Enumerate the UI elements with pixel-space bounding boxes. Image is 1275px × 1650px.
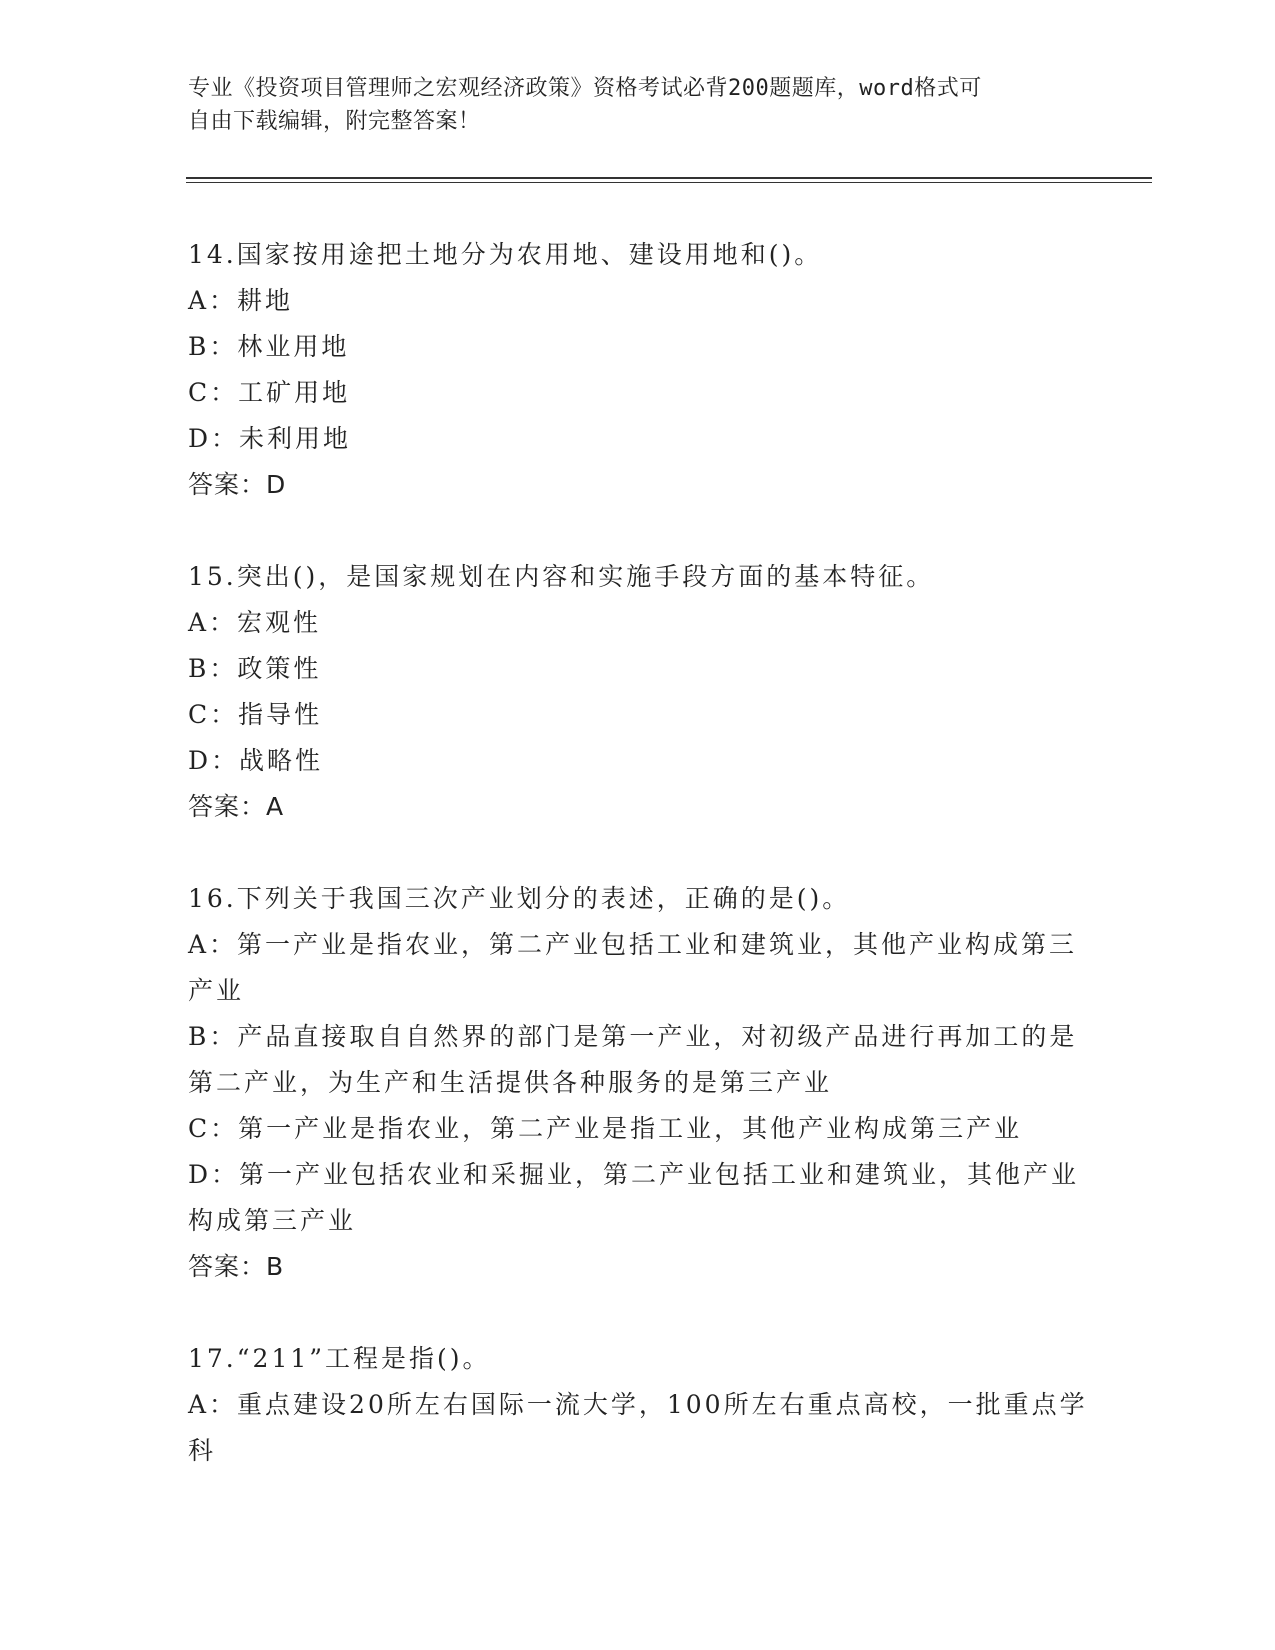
option-a: A：耕地 <box>188 286 294 315</box>
answer-text: 答案：B <box>188 1252 285 1281</box>
header-title-line-2: 自由下载编辑，附完整答案！ <box>188 109 481 134</box>
option-b: B：产品直接取自自然界的部门是第一产业，对初级产品进行再加工的是第二产业，为生产和生活提供各种服务的是第三产业 <box>188 1022 1078 1097</box>
question-stem: 15.突出()，是国家规划在内容和实施手段方面的基本特征。 <box>188 562 935 591</box>
option-d: D：第一产业包括农业和采掘业，第二产业包括工业和建筑业，其他产业构成第三产业 <box>188 1160 1080 1235</box>
question-17 <box>188 1336 1088 1474</box>
question-stem: 14.国家按用途把土地分为农用地、建设用地和()。 <box>188 240 823 269</box>
option-d: D：战略性 <box>188 746 324 775</box>
question-stem: 17.“211”工程是指()。 <box>188 1344 491 1373</box>
option-c: C：指导性 <box>188 700 323 729</box>
answer-text: 答案：A <box>188 792 285 821</box>
document-header <box>188 72 1088 138</box>
option-b: B：林业用地 <box>188 332 350 361</box>
option-a: A：重点建设20所左右国际一流大学，100所左右重点高校，一批重点学科 <box>188 1390 1088 1465</box>
option-d: D：未利用地 <box>188 424 352 453</box>
option-b: B：政策性 <box>188 654 322 683</box>
answer-text: 答案：D <box>188 470 287 499</box>
header-divider-thin <box>186 182 1152 183</box>
header-divider-thick <box>186 177 1152 179</box>
option-a: A：宏观性 <box>188 608 322 637</box>
option-c: C：工矿用地 <box>188 378 351 407</box>
option-c: C：第一产业是指农业，第二产业是指工业，其他产业构成第三产业 <box>188 1114 1023 1143</box>
question-16 <box>188 876 1088 1290</box>
question-14 <box>188 232 1088 508</box>
option-a: A：第一产业是指农业，第二产业包括工业和建筑业，其他产业构成第三产业 <box>188 930 1078 1005</box>
question-stem: 16.下列关于我国三次产业划分的表述，正确的是()。 <box>188 884 851 913</box>
header-title-line-1: 专业《投资项目管理师之宏观经济政策》资格考试必背200题题库，word格式可 <box>188 76 982 101</box>
question-15 <box>188 554 1088 830</box>
question-list <box>188 232 1088 1520</box>
